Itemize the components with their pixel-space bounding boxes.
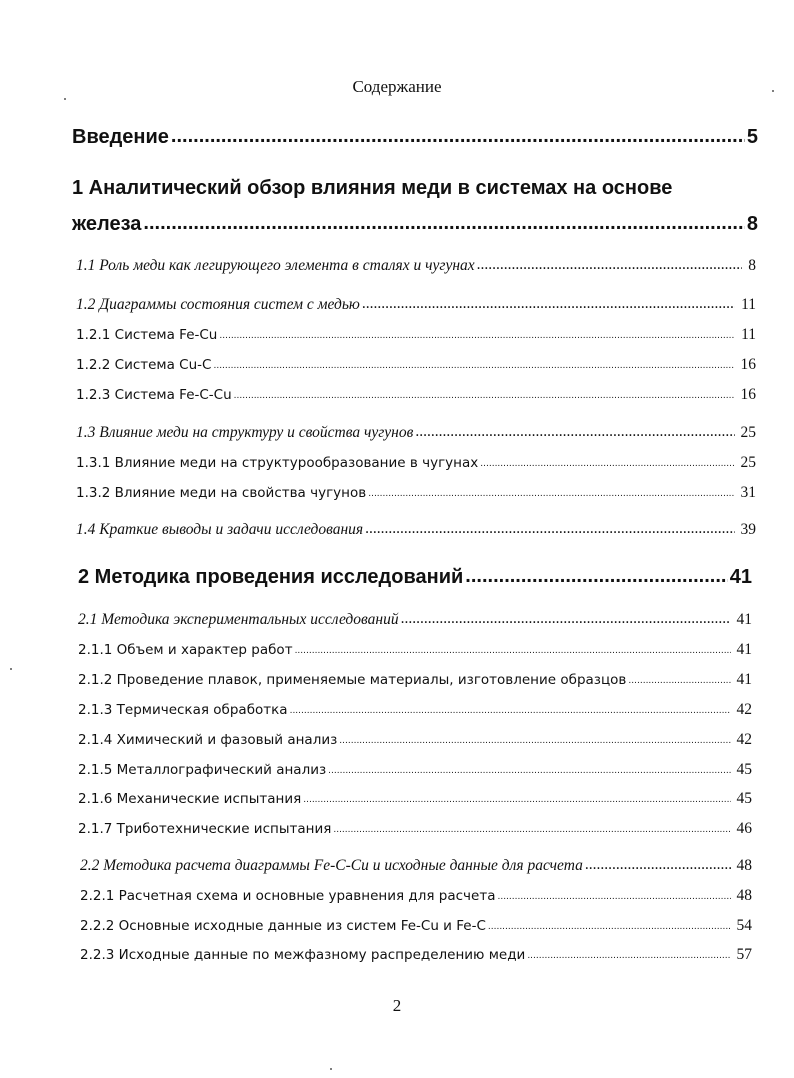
toc-entry-2-2[interactable] (80, 857, 752, 875)
toc-entry-page: 48 (736, 887, 752, 904)
toc-entry-2-1-4[interactable] (78, 731, 752, 749)
toc-entry-introduction[interactable] (72, 126, 758, 149)
dot-leader (480, 459, 734, 469)
dot-leader (628, 676, 730, 686)
scan-speck (330, 1068, 332, 1070)
toc-entry-1-3[interactable] (76, 424, 756, 442)
scan-speck (10, 668, 12, 670)
dot-leader (143, 212, 744, 235)
toc-entry-page: 41 (729, 566, 752, 588)
dot-leader (527, 951, 730, 961)
dot-leader (171, 125, 745, 148)
toc-entry-label: 1.2.1 Система Fe-Cu (76, 327, 218, 343)
toc-entry-label: 2.1.4 Химический и фазовый анализ (78, 732, 338, 748)
toc-entry-page: 45 (736, 790, 752, 807)
toc-entry-label: Введение (72, 126, 169, 148)
toc-entry-1-3-1[interactable] (76, 454, 756, 472)
toc-entry-page: 41 (736, 611, 752, 628)
toc-entry-page: 16 (740, 356, 756, 373)
dot-leader (290, 706, 731, 716)
toc-entry-label: 2.1.7 Триботехнические испытания (78, 821, 332, 837)
toc-entry-1-1[interactable] (76, 257, 756, 275)
toc-entry-label: 1.2.2 Система Cu-C (76, 357, 212, 373)
toc-entry-label: 2.2 Методика расчета диаграммы Fe-C-Cu и исходные данные для расчета (80, 857, 583, 874)
toc-entry-2-1-1[interactable] (78, 641, 752, 659)
toc-entry-chapter2[interactable] (78, 566, 752, 589)
toc-entry-1-3-2[interactable] (76, 484, 756, 502)
toc-entry-label: 2.2.3 Исходные данные по межфазному распределению меди (80, 947, 526, 963)
toc-entry-1-2[interactable] (76, 296, 756, 314)
dot-leader (365, 520, 734, 538)
toc-entry-page: 42 (736, 701, 752, 718)
toc-entry-page: 25 (740, 454, 756, 471)
dot-leader (415, 423, 734, 441)
toc-entry-1-4[interactable] (76, 521, 756, 539)
toc-entry-label: 2.1.5 Металлографический анализ (78, 762, 327, 778)
toc-entry-label: 2.1.1 Объем и характер работ (78, 642, 293, 658)
dot-leader (234, 391, 735, 401)
toc-entry-1-2-1[interactable] (76, 326, 756, 344)
toc-entry-page: 45 (736, 761, 752, 778)
dot-leader (339, 736, 730, 746)
toc-entry-chapter1-line1: 1 Аналитический обзор влияния меди в системах на основе (72, 177, 673, 199)
toc-entry-1-2-3[interactable] (76, 386, 756, 404)
toc-entry-page: 57 (736, 946, 752, 963)
page-title: Содержание (352, 77, 442, 96)
toc-entry-page: 8 (748, 257, 756, 274)
toc-entry-label: 2 Методика проведения исследований (78, 566, 464, 588)
dot-leader (497, 892, 730, 902)
dot-leader (362, 295, 735, 313)
toc-entry-page: 8 (746, 213, 758, 235)
toc-entry-2-1[interactable] (78, 611, 752, 629)
toc-entry-2-1-5[interactable] (78, 761, 752, 779)
dot-leader (401, 610, 731, 628)
toc-entry-label: 2.2.1 Расчетная схема и основные уравнения для расчета (80, 888, 496, 904)
toc-entry-label: 1.4 Краткие выводы и задачи исследования (76, 521, 364, 538)
toc-entry-2-2-1[interactable] (80, 887, 752, 905)
toc-entry-label: 1.3.1 Влияние меди на структурообразование в чугунах (76, 455, 479, 471)
toc-entry-page: 41 (736, 641, 752, 658)
toc-entry-label: 1.3.2 Влияние меди на свойства чугунов (76, 485, 367, 501)
toc-entry-chapter1[interactable] (72, 213, 758, 236)
toc-entry-page: 41 (736, 671, 752, 688)
toc-entry-label: 2.1.6 Механические испытания (78, 791, 302, 807)
dot-leader (465, 565, 727, 588)
toc-entry-2-1-2[interactable] (78, 671, 752, 689)
toc-entry-2-2-3[interactable] (80, 946, 752, 964)
scan-speck (64, 98, 66, 100)
dot-leader (295, 646, 731, 656)
dot-leader (219, 331, 735, 341)
dot-leader (303, 795, 730, 805)
dot-leader (328, 766, 730, 776)
toc-entry-2-1-6[interactable] (78, 790, 752, 808)
toc-entry-label: 1.3 Влияние меди на структуру и свойства чугунов (76, 424, 414, 441)
toc-entry-1-2-2[interactable] (76, 356, 756, 374)
toc-entry-label: железа (72, 213, 142, 235)
toc-entry-page: 54 (736, 917, 752, 934)
dot-leader (368, 489, 734, 499)
toc-entry-label: 1.2 Диаграммы состояния систем с медью (76, 296, 360, 313)
toc-entry-page: 5 (746, 126, 758, 148)
toc-entry-page: 25 (740, 424, 756, 441)
toc-entry-2-1-3[interactable] (78, 701, 752, 719)
toc-entry-2-1-7[interactable] (78, 820, 752, 838)
toc-entry-label: 1.1 Роль меди как легирующего элемента в сталях и чугунах (76, 257, 475, 274)
toc-entry-page: 31 (740, 484, 756, 501)
toc-entry-label: 2.2.2 Основные исходные данные из систем Fe-Cu и Fe-C (80, 918, 486, 934)
toc-entry-page: 11 (741, 296, 756, 313)
toc-entry-page: 39 (740, 521, 756, 538)
page-number: 2 (392, 996, 402, 1015)
dot-leader (488, 922, 731, 932)
dot-leader (213, 361, 734, 371)
toc-entry-page: 16 (740, 386, 756, 403)
toc-entry-label: 1.2.3 Система Fe-C-Cu (76, 387, 232, 403)
toc-entry-label: 2.1 Методика экспериментальных исследований (78, 611, 399, 628)
toc-entry-page: 48 (736, 857, 752, 874)
toc-entry-page: 46 (736, 820, 752, 837)
toc-entry-page: 11 (741, 326, 756, 343)
toc-entry-label: 2.1.3 Термическая обработка (78, 702, 288, 718)
toc-entry-2-2-2[interactable] (80, 917, 752, 935)
dot-leader (333, 825, 730, 835)
scan-speck (772, 90, 774, 92)
toc-entry-page: 42 (736, 731, 752, 748)
toc-entry-label: 2.1.2 Проведение плавок, применяемые материалы, изготовление образцов (78, 672, 627, 688)
dot-leader (585, 856, 731, 874)
dot-leader (477, 256, 743, 274)
